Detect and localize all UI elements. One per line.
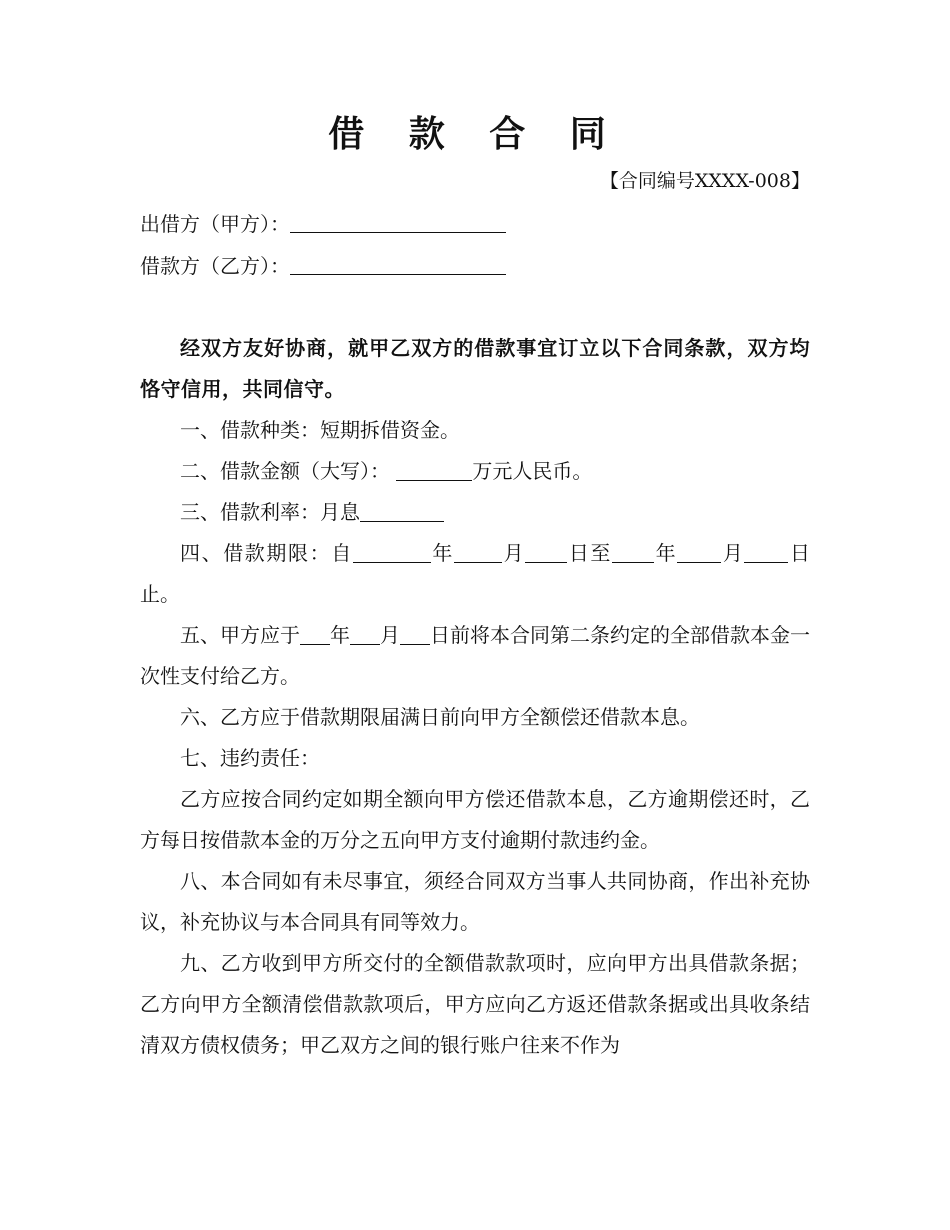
- clause-3: 三、借款利率：月息: [140, 492, 810, 533]
- contract-number: 【合同编号XXXX-008】: [599, 170, 810, 192]
- start-month-blank: [454, 542, 502, 563]
- contract-body: [140, 328, 810, 1066]
- lender-label: 出借方（甲方）：: [140, 212, 290, 236]
- document-title: 借 款 合 同: [328, 114, 622, 155]
- intro-paragraph: 经双方友好协商，就甲乙双方的借款事宜订立以下合同条款，双方均恪守信用，共同信守。: [140, 336, 810, 401]
- interest-blank: [360, 501, 444, 522]
- clause-7: 七、违约责任：: [180, 746, 320, 770]
- pay-year-blank: [300, 624, 330, 645]
- end-day-blank: [744, 542, 788, 563]
- end-year-blank: [612, 542, 654, 563]
- clause-6: 六、乙方应于借款期限届满日前向甲方全额偿还借款本息。: [180, 705, 700, 729]
- clause-5: 五、甲方应于 年 月 日前将本合同第二条约定的全部借款本金一次性支付给乙方。: [140, 623, 810, 688]
- borrower-line: [140, 252, 506, 280]
- clause-8: 八、本合同如有未尽事宜，须经合同双方当事人共同协商，作出补充协议，补充协议与本合同具有同等效力。: [140, 869, 810, 934]
- start-day-blank: [525, 542, 567, 563]
- clause-4: 四、借款期限：自 年 月 日至 年 月 日止。: [140, 541, 811, 606]
- lender-blank: [290, 212, 506, 233]
- clause-9: 九、乙方收到甲方所交付的全额借款款项时，应向甲方出具借款条据；乙方向甲方全额清偿借款款项后，甲方应向乙方返还借款条据或出具收条结清双方债权债务；甲乙双方之间的银行账户往来不作为: [140, 951, 810, 1057]
- borrower-blank: [290, 254, 506, 275]
- amount-blank: [396, 460, 472, 481]
- clause-2: 二、借款金额（大写）： 万元人民币。: [180, 459, 593, 483]
- start-year-blank: [353, 542, 431, 563]
- pay-day-blank: [400, 624, 430, 645]
- clause-1: 一、借款种类：短期拆借资金。: [180, 418, 460, 442]
- pay-month-blank: [350, 624, 380, 645]
- end-month-blank: [677, 542, 721, 563]
- lender-line: [140, 210, 506, 238]
- borrower-label: 借款方（乙方）：: [140, 254, 290, 278]
- clause-7-text: 乙方应按合同约定如期全额向甲方偿还借款本息，乙方逾期偿还时，乙方每日按借款本金的万分之五向甲方支付逾期付款违约金。: [140, 787, 810, 852]
